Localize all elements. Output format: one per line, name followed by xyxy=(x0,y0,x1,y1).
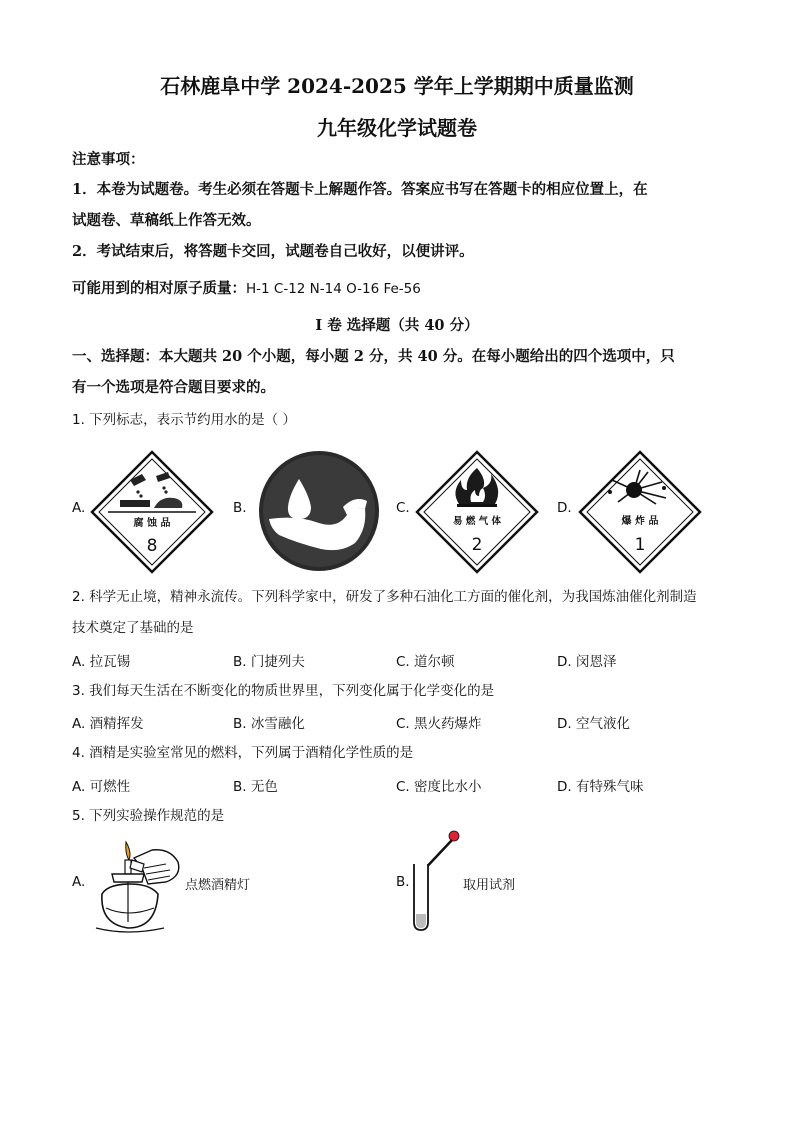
q1-option-a-label: A. xyxy=(72,500,86,516)
notice-heading: 注意事项： xyxy=(72,151,145,168)
notice-item-1-line-1: 1．本卷为试题卷。考生必须在答题卡上解题作答。答案应书写在答题卡的相应位置上，在 xyxy=(72,181,648,198)
notice-item-1-line-2: 试题卷、草稿纸上作答无效。 xyxy=(72,212,261,229)
q2-option-a: A. 拉瓦锡 xyxy=(72,654,131,670)
flammable-gas-sign-number: 2 xyxy=(471,535,483,555)
explosive-sign-text: 爆 炸 品 xyxy=(621,516,659,527)
exam-subtitle: 九年级化学试题卷 xyxy=(317,116,477,140)
q3-stem: 3. 我们每天生活在不断变化的物质世界里，下列变化属于化学变化的是 xyxy=(72,683,495,699)
section-intro-line-2: 有一个选项是符合题目要求的。 xyxy=(72,379,275,396)
q3-option-d: D. 空气液化 xyxy=(557,716,630,732)
q2-option-c: C. 道尔顿 xyxy=(396,654,455,670)
corrosive-sign-text: 腐 蚀 品 xyxy=(133,518,171,529)
explosive-sign-icon xyxy=(578,450,702,574)
explosive-sign-number: 1 xyxy=(634,535,646,555)
q1-option-b-label: B. xyxy=(233,500,247,516)
q3-option-a: A. 酒精挥发 xyxy=(72,716,144,732)
q2-stem-line-1: 2. 科学无止境，精神永流传。下列科学家中，研发了多种石油化工方面的催化剂，为我国炼油催化剂制造 xyxy=(72,589,697,605)
q5-option-b-caption: 取用试剂 xyxy=(463,878,516,893)
flammable-gas-sign-icon xyxy=(415,450,539,574)
q2-option-d: D. 闵恩泽 xyxy=(557,654,617,670)
q1-stem: 1. 下列标志，表示节约用水的是（ ） xyxy=(72,412,296,428)
corrosive-sign-number: 8 xyxy=(146,536,158,556)
q4-stem: 4. 酒精是实验室常见的燃料，下列属于酒精化学性质的是 xyxy=(72,745,414,761)
test-tube-reagent-icon xyxy=(408,828,468,934)
water-saving-sign-icon xyxy=(257,449,381,573)
exam-title: 石林鹿阜中学 2024-2025 学年上学期期中质量监测 xyxy=(160,74,634,98)
q5-option-a-label: A. xyxy=(72,874,86,890)
q3-option-b: B. 冰雪融化 xyxy=(233,716,305,732)
q1-option-d-label: D. xyxy=(557,500,572,516)
alcohol-lamp-lighting-icon xyxy=(92,838,184,938)
atomic-mass-values: H-1 C-12 N-14 O-16 Fe-56 xyxy=(246,281,421,297)
flammable-gas-sign-text: 易 燃 气 体 xyxy=(453,516,501,527)
section-intro-line-1: 一、选择题：本大题共 20 个小题，每小题 2 分，共 40 分。在每小题给出的四个选项中，只 xyxy=(72,348,675,365)
corrosive-sign-icon xyxy=(90,450,214,574)
q4-option-a: A. 可燃性 xyxy=(72,779,131,795)
q4-option-b: B. 无色 xyxy=(233,779,278,795)
notice-item-2: 2．考试结束后，将答题卡交回，试题卷自己收好，以便讲评。 xyxy=(72,243,474,260)
q3-option-c: C. 黑火药爆炸 xyxy=(396,716,482,732)
atomic-mass-line xyxy=(72,279,722,299)
atomic-mass-label: 可能用到的相对原子质量： xyxy=(72,280,246,297)
q5-option-b-label: B. xyxy=(396,874,410,890)
q4-option-d: D. 有特殊气味 xyxy=(557,779,644,795)
q5-stem: 5. 下列实验操作规范的是 xyxy=(72,808,225,824)
q2-option-b: B. 门捷列夫 xyxy=(233,654,305,670)
section-title: I 卷 选择题（共 40 分） xyxy=(315,317,479,334)
q1-option-c-label: C. xyxy=(396,500,410,516)
q2-stem-line-2: 技术奠定了基础的是 xyxy=(72,620,194,636)
q5-option-a-caption: 点燃酒精灯 xyxy=(185,878,251,893)
q4-option-c: C. 密度比水小 xyxy=(396,779,482,795)
